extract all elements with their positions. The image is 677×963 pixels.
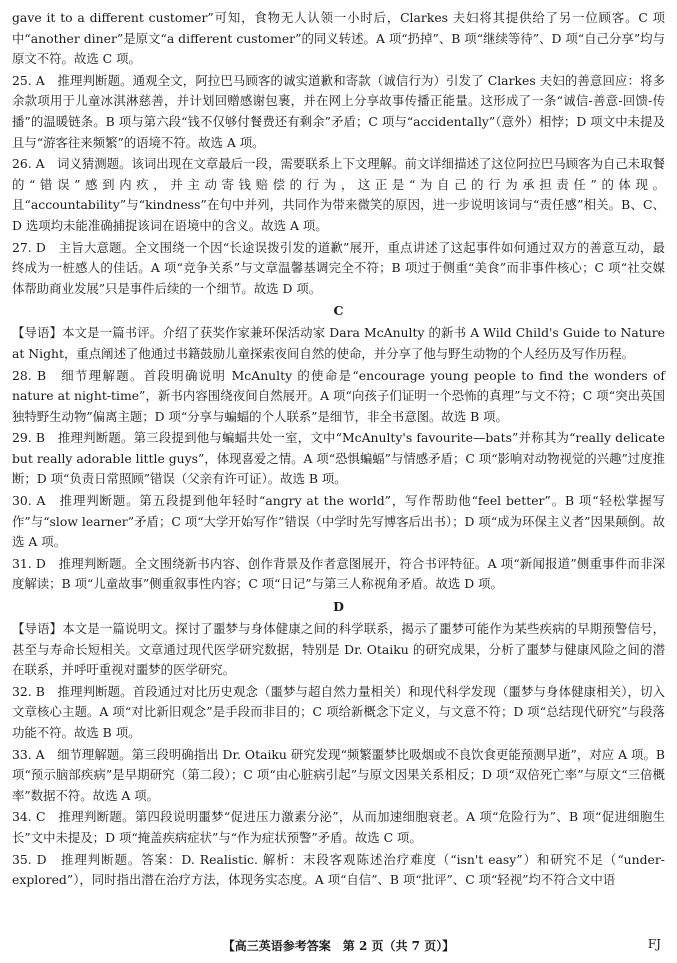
guide-d: 【导语】本文是一篇说明文。探讨了噩梦与身体健康之间的科学联系，揭示了噩梦可能作为某些疾病的早期预警信号，甚至与寿命长短相关。文章通过现代医学研究数据，特别是 Dr. Otaiku 的研究成果，分析了噩梦与健康风险之间的潜在联系，并呼吁重视对噩梦的医学研究。 bbox=[12, 621, 665, 678]
answer-q29: 29. B 推理判断题。第三段提到他与蝙蝠共处一室，文中“McAnulty's favourite—bats”并称其为“really delicate but really adorable little guys”，体现喜爱之情。A 项“恐惧蝙蝠”与情感矛盾；C 项“影响对动物视觉的兴趣”过度推断；D 项“负责日常照顾”错误（父亲有许可证）。故选 B 项。 bbox=[12, 430, 665, 487]
section-heading-d: D bbox=[333, 599, 344, 615]
answer-q25: 25. A 推理判断题。通观全文，阿拉巴马顾客的诚实道歉和寄款（诚信行为）引发了 Clarkes 夫妇的善意回应：将多余款项用于儿童冰淇淋慈善，并计划回赠感谢包裹，并在网上分享故事传播正能量。这形成了一条“诚信-善意-回馈-传播”的温暖链条。B 项与第六段“钱不仅够付餐费还有剩余”矛盾；C 项与“accidentally”（意外）相悖；D 项文中未提及且与“游客往来频繁”的语境不符。故选 A 项。 bbox=[12, 72, 665, 150]
answer-q34: 34. C 推理判断题。第四段说明噩梦“促进压力激素分泌”，从而加速细胞衰老。A 项“危险行为”、B 项“促进细胞生长”文中未提及；D 项“掩盖疾病症状”与“作为症状预警”矛盾。故选 C 项。 bbox=[12, 809, 665, 845]
answer-q27: 27. D 主旨大意题。全文围绕一个因“长途误拨引发的道歉”展开，重点讲述了这起事件如何通过双方的善意互动，最终成为一桩感人的佳话。A 项“竞争关系”与文章温馨基调完全不符；B 项过于侧重“美食”而非事件核心；C 项“社交媒体帮助商业发展”只是事件后续的一个细节。故选 D 项。 bbox=[12, 239, 665, 296]
paragraph-q24-tail: gave it to a different customer”可知，食物无人认领一小时后，Clarkes 夫妇将其提供给了另一位顾客。C 项中“another diner”是原文“a different customer”的同义转述。A 项“扔掉”、B 项“继续等待”、D 项“自己分享”均与原文不符。故选 C 项。 bbox=[12, 10, 665, 67]
footer-page-info: 【高三英语参考答案 第 2 页（共 7 页）】 bbox=[222, 939, 455, 953]
footer-region-code: FJ bbox=[647, 937, 661, 951]
page-footer bbox=[0, 935, 677, 957]
answer-q31: 31. D 推理判断题。全文围绕新书内容、创作背景及作者意图展开，符合书评特征。A 项“新闻报道”侧重事件而非深度解读；B 项“儿童故事”侧重叙事性内容；C 项“日记”与第三人称视角矛盾。故选 D 项。 bbox=[12, 555, 665, 592]
answer-q30: 30. A 推理判断题。第五段提到他年轻时“angry at the world”，写作帮助他“feel better”。B 项“轻松掌握写作”与“slow learner”矛盾；C 项“大学开始写作”错误（中学时先写博客后出书）；D 项“成为环保主义者”因果颠倒。故选 A 项。 bbox=[12, 493, 665, 550]
answer-q32: 32. B 推理判断题。首段通过对比历史观念（噩梦与超自然力量相关）和现代科学发现（噩梦与身体健康相关），切入文章核心主题。A 项“对比新旧观念”是手段而非目的；C 项给新概念下定义，与文意不符；D 项“总结现代研究”与段落功能不符。故选 B 项。 bbox=[12, 683, 665, 740]
answer-q33: 33. A 细节理解题。第三段明确指出 Dr. Otaiku 研究发现“频繁噩梦比吸烟或不良饮食更能预测早逝”，对应 A 项。B 项“预示脑部疾病”是早期研究（第二段）；C 项“由心脏病引起”与原文因果关系相反；D 项“双倍死亡率”与原文“三倍概率”数据不符。故选 A 项。 bbox=[12, 746, 665, 803]
section-heading-c: C bbox=[333, 303, 344, 319]
answer-q35: 35. D 推理判断题。答案：D. Realistic. 解析：末段客观陈述治疗难度（“isn't easy”）和研究不足（“under-explored”），同时指出潜在治疗方法，体现务实态度。A 项“自信”、B 项“批评”、C 项“轻视”均不符合文中语 bbox=[12, 851, 665, 888]
answer-q28: 28. B 细节理解题。首段明确说明 McAnulty 的使命是“encourage young people to find the wonders of nature at night-time”，新书内容围绕夜间自然展开。A 项“向孩子们证明一个恐怖的真理”与文不符；C 项“突出英国独特野生动物”偏离主题；D 项“分享与蝙蝠的个人联系”是细节，非全书意图。故选 B 项。 bbox=[12, 367, 665, 424]
guide-c: 【导语】本文是一篇书评。介绍了获奖作家兼环保活动家 Dara McAnulty 的新书 A Wild Child's Guide to Nature at Night，重点阐述了他通过书籍鼓励儿童探索夜间自然的使命，并分享了他与野生动物的个人经历及写作历程。 bbox=[12, 325, 665, 361]
answer-q26: 26. A 词义猜测题。该词出现在文章最后一段，需要联系上下文理解。前文详细描述了这位阿拉巴马顾客为自己未取餐的“错误”感到内疚，并主动寄钱赔偿的行为，这正是“为自己的行为承担责任”的体现。且“accountability”与“kindness”在句中并列，共同作为带来微笑的原因，进一步说明该词与“责任感”相关。B、C、D 选项均未能准确捕捉该词在语境中的含义。故选 A 项。 bbox=[12, 156, 665, 233]
